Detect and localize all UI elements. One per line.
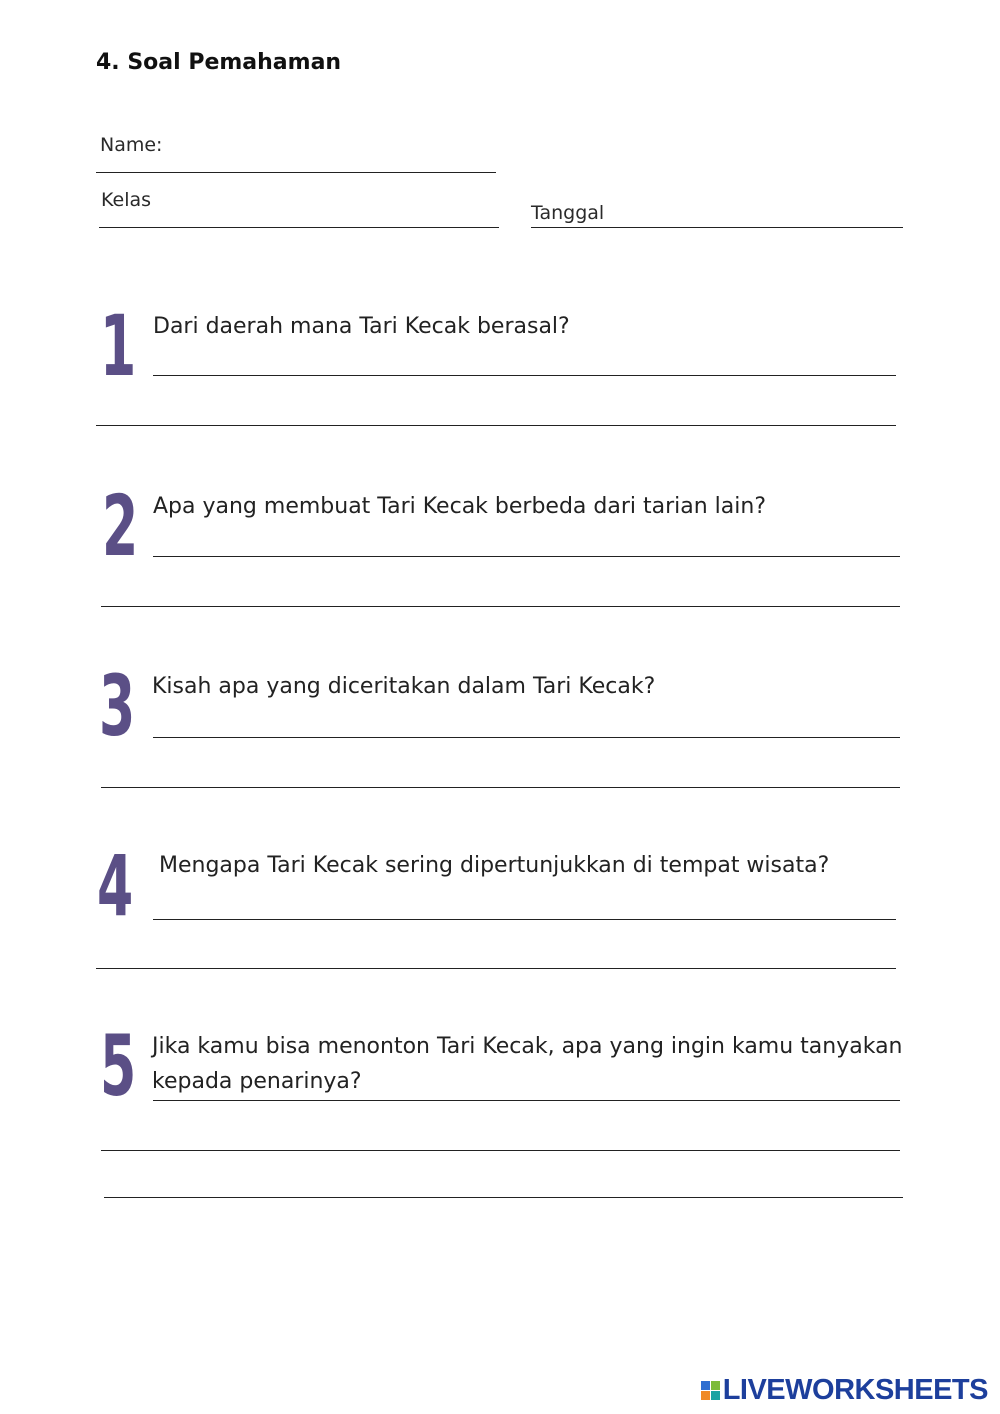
answer-4-line-2[interactable]	[98, 939, 893, 965]
answer-1-underline-1	[153, 375, 896, 376]
answer-1-underline-2	[96, 425, 896, 426]
worksheet-title: 4. Soal Pemahaman	[96, 50, 342, 75]
answer-3-underline-1	[153, 737, 900, 738]
answer-5-underline-1	[153, 1100, 900, 1101]
answer-3-line-2[interactable]	[103, 758, 895, 784]
question-3-text: Kisah apa yang diceritakan dalam Tari Kecak?	[152, 674, 656, 699]
date-underline	[531, 227, 903, 228]
liveworksheets-logo-icon	[701, 1381, 720, 1400]
question-number-5: 5	[100, 1017, 136, 1115]
question-5-text-line-1: Jika kamu bisa menonton Tari Kecak, apa yang ingin kamu tanyakan	[152, 1034, 903, 1059]
answer-4-underline-2	[96, 968, 896, 969]
answer-3-line-1[interactable]	[155, 708, 895, 734]
question-1-text: Dari daerah mana Tari Kecak berasal?	[153, 314, 570, 339]
answer-5-underline-3	[104, 1197, 903, 1198]
answer-4-underline-1	[153, 919, 896, 920]
answer-2-line-2[interactable]	[103, 577, 895, 603]
date-label: Tanggal	[531, 202, 605, 224]
answer-2-line-1[interactable]	[155, 527, 895, 553]
answer-2-underline-1	[153, 556, 900, 557]
answer-5-line-1[interactable]	[370, 1071, 895, 1097]
liveworksheets-text: LIVEWORKSHEETS	[722, 1374, 988, 1406]
class-field[interactable]	[160, 196, 490, 222]
question-5-text-line-2: kepada penarinya?	[152, 1069, 362, 1094]
name-underline	[96, 172, 496, 173]
question-2-text: Apa yang membuat Tari Kecak berbeda dari tarian lain?	[153, 494, 766, 519]
liveworksheets-brand	[701, 1374, 988, 1407]
date-field[interactable]	[612, 199, 900, 225]
question-4-text: Mengapa Tari Kecak sering dipertunjukkan di tempat wisata?	[159, 853, 830, 878]
answer-5-underline-2	[101, 1150, 900, 1151]
answer-2-underline-2	[101, 606, 900, 607]
class-label: Kelas	[101, 189, 152, 211]
answer-1-line-2[interactable]	[98, 396, 893, 422]
name-label: Name:	[100, 134, 163, 156]
answer-4-line-1[interactable]	[155, 890, 893, 916]
question-number-4: 4	[97, 837, 133, 935]
answer-5-line-2[interactable]	[103, 1121, 895, 1147]
answer-5-line-3[interactable]	[106, 1168, 898, 1194]
question-number-2: 2	[102, 477, 138, 575]
answer-1-line-1[interactable]	[155, 346, 893, 372]
answer-3-underline-2	[101, 787, 900, 788]
question-number-3: 3	[99, 657, 135, 755]
class-underline	[99, 227, 499, 228]
name-field[interactable]	[168, 140, 488, 166]
question-number-1: 1	[100, 297, 136, 395]
